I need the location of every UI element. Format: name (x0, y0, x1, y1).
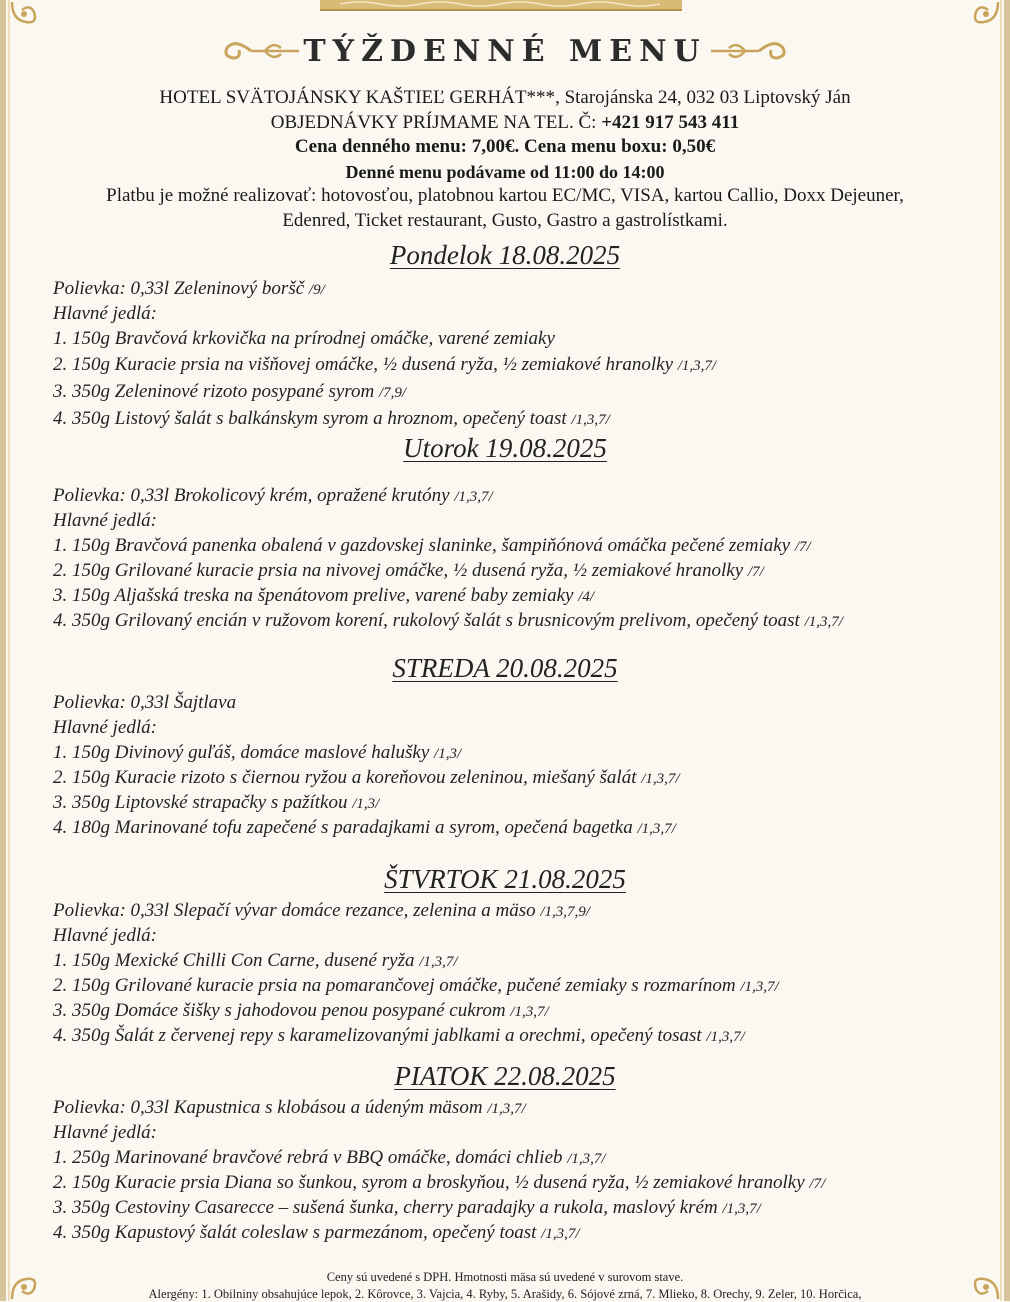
menu-item: 2. 150g Grilované kuracie prsia na nivovej omáčke, ½ dusená ryža, ½ zemiakové hranolky /7/ (53, 560, 764, 581)
menu-item: 3. 350g Cestoviny Casarecce – sušená šunka, cherry paradajky a rukola, maslový krém /1,3,7/ (53, 1197, 761, 1218)
menu-item: 2. 150g Grilované kuracie prsia na pomarančovej omáčke, pučené zemiaky s rozmarínom /1,3,7/ (53, 975, 779, 996)
main-dishes-label: Hlavné jedlá: (53, 1122, 157, 1143)
hours-line: Denné menu podávame od 11:00 do 14:00 (345, 161, 665, 182)
day-title-thursday: ŠTVRTOK 21.08.2025 (384, 864, 626, 894)
page-title: TÝŽDENNÉ MENU (303, 33, 707, 69)
footer-allergens: Alergény: 1. Obilniny obsahujúce lepok, 2. Kôrovce, 3. Vajcia, 4. Ryby, 5. Arašidy, 6. Sójové zrná, 7. Mlieko, 8. Orechy, 9. Zeler, 10. Horčica, (148, 1287, 862, 1301)
day-title-tuesday: Utorok 19.08.2025 (403, 433, 607, 463)
main-dishes-label: Hlavné jedlá: (53, 925, 157, 946)
menu-item: 3. 150g Aljašská treska na špenátovom prelive, varené baby zemiaky /4/ (53, 585, 595, 606)
main-dishes-label: Hlavné jedlá: (53, 303, 157, 324)
main-dishes-label: Hlavné jedlá: (53, 510, 157, 531)
payment-line-1: Platbu je možné realizovať: hotovosťou, platobnou kartou EC/MC, VISA, kartou Callio, Doxx Dejeuner, (106, 185, 904, 206)
soup-line: Polievka: 0,33l Kapustnica s klobásou a údeným mäsom /1,3,7/ (53, 1097, 526, 1118)
menu-item: 4. 350g Grilovaný encián v ružovom korení, rukolový šalát s brusnicovým prelivom, opečený toast /1,3,7/ (53, 610, 843, 631)
frame-left-border (0, 0, 6, 1301)
menu-item: 3. 350g Zeleninové rizoto posypané syrom /7,9/ (53, 381, 407, 402)
frame-right-border (1004, 0, 1010, 1301)
main-dishes-label: Hlavné jedlá: (53, 717, 157, 738)
flourish-right-icon (709, 36, 789, 66)
hotel-name: HOTEL SVÄTOJÁNSKY KAŠTIEĽ GERHÁT*** (159, 87, 556, 108)
top-ornament-icon (320, 0, 682, 14)
menu-item: 1. 150g Mexické Chilli Con Carne, dusené ryža /1,3,7/ (53, 950, 458, 971)
menu-item: 2. 150g Kuracie prsia na višňovej omáčke, ½ dusená ryža, ½ zemiakové hranolky /1,3,7/ (53, 354, 717, 375)
soup-line: Polievka: 0,33l Brokolicový krém, opražené krutóny /1,3,7/ (53, 485, 493, 506)
menu-item: 1. 150g Bravčová krkovička na prírodnej omáčke, varené zemiaky (53, 328, 555, 349)
menu-item: 2. 150g Kuracie prsia Diana so šunkou, syrom a broskyňou, ½ dusená ryža, ½ zemiakové hranolky /7/ (53, 1172, 826, 1193)
soup-line: Polievka: 0,33l Zeleninový boršč /9/ (53, 278, 325, 299)
day-title-monday: Pondelok 18.08.2025 (389, 240, 621, 270)
day-title-wednesday: STREDA 20.08.2025 (392, 653, 618, 683)
menu-item: 3. 350g Liptovské strapačky s pažítkou /1,3/ (53, 792, 380, 813)
footer-note: Ceny sú uvedené s DPH. Hmotnosti mäsa sú uvedené v surovom stave. (326, 1270, 684, 1284)
menu-item: 2. 150g Kuracie rizoto s čiernou ryžou a koreňovou zeleninou, miešaný šalát /1,3,7/ (53, 767, 680, 788)
menu-item: 1. 150g Bravčová panenka obalená v gazdovskej slaninke, šampiňónová omáčka pečené zemiaky /7/ (53, 535, 811, 556)
orders-line (40, 111, 970, 136)
orders-label: OBJEDNÁVKY PRÍJMAME NA TEL. Č: (270, 111, 602, 133)
menu-item: 4. 350g Kapustový šalát coleslaw s parmezánom, opečený toast /1,3,7/ (53, 1222, 580, 1243)
hotel-address: , Starojánska 24, 032 03 Liptovský Ján (555, 87, 851, 108)
menu-item: 1. 150g Divinový guľáš, domáce maslové halušky /1,3/ (53, 742, 462, 763)
soup-line: Polievka: 0,33l Šajtlava (53, 692, 237, 713)
flourish-left-icon (221, 36, 301, 66)
hotel-address-line (40, 86, 970, 111)
price-line: Cena denného menu: 7,00€. Cena menu boxu: 0,50€ (294, 136, 716, 157)
menu-item: 4. 180g Marinované tofu zapečené s paradajkami a syrom, opečená bagetka /1,3,7/ (53, 817, 676, 838)
menu-item: 4. 350g Listový šalát s balkánskym syrom a hroznom, opečený toast /1,3,7/ (53, 408, 610, 429)
menu-item: 3. 350g Domáce šišky s jahodovou penou posypané cukrom /1,3,7/ (53, 1000, 549, 1021)
menu-item: 4. 350g Šalát z červenej repy s karamelizovanými jablkami a orechmi, opečený tosast /1,3,7/ (53, 1025, 745, 1046)
day-title-friday: PIATOK 22.08.2025 (394, 1061, 616, 1091)
header-info (40, 86, 970, 233)
menu-item: 1. 250g Marinované bravčové rebrá v BBQ omáčke, domáci chlieb /1,3,7/ (53, 1147, 606, 1168)
phone-number: +421 917 543 411 (601, 111, 740, 133)
payment-line-2: Edenred, Ticket restaurant, Gusto, Gastro a gastrolístkami. (282, 209, 728, 231)
soup-line: Polievka: 0,33l Slepačí vývar domáce rezance, zelenina a mäso /1,3,7,9/ (53, 900, 590, 921)
title-row (0, 28, 1010, 74)
